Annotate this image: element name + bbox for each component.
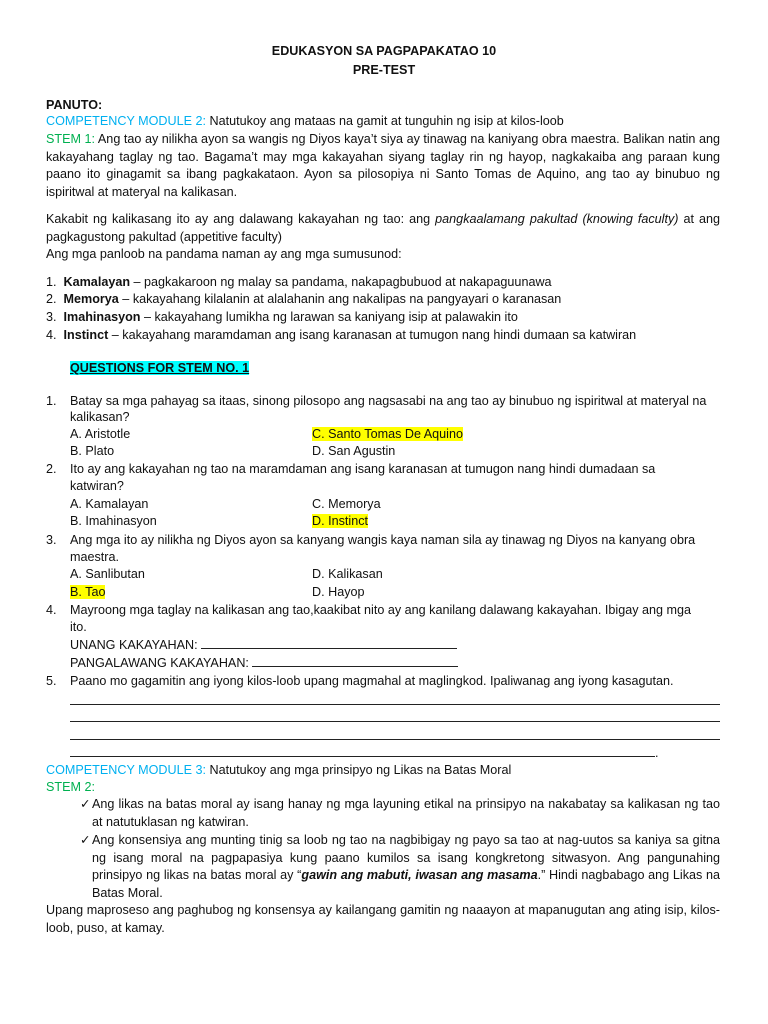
faculty-paragraph [46, 211, 720, 246]
faculty-text-b: at ang pagkagustong pakultad (appetitive faculty) [46, 212, 720, 244]
list-item [46, 309, 518, 327]
highlighted-answer: B. Tao [70, 585, 106, 599]
choice-b: B. Imahinasyon [70, 514, 157, 528]
answer-line[interactable] [70, 704, 720, 705]
question-number: 3. [46, 533, 57, 547]
choice-d: D. Hayop [312, 585, 365, 599]
first-ability-blank [70, 637, 457, 655]
bullet-2-text [92, 832, 720, 902]
period-mark: . [655, 746, 659, 760]
highlighted-answer: D. Instinct [312, 514, 368, 528]
competency-module-2 [46, 113, 564, 131]
list-desc: – kakayahang kilalanin at alalahanin ang nakalipas na pangyayari o karanasan [118, 292, 562, 306]
answer-line[interactable] [70, 721, 720, 722]
checkmark-icon: ✓ [80, 833, 91, 847]
question-5-text: Paano mo gagamitin ang iyong kilos-loob upang magmahal at maglingkod. Ipaliwanag ang iyong kasagutan. [70, 674, 674, 688]
list-desc: – kakayahang lumikha ng larawan sa kaniyang isip at palawakin ito [140, 310, 518, 324]
bullet-2-text-a: Ang konsensiya ang munting tinig sa loob ng tao na nagbibigay ng payo sa tao at nag-uutos sa kaniya sa gitna ng isang moral na pagpapasiya kung paano kumilos sa isang kongkretong sitwasyon. Ang pangunahing prinsipyo ng likas na batas moral ay “ [92, 833, 720, 882]
faculty-text-italic: pangkaalamang pakultad (knowing faculty) [435, 212, 679, 226]
choice-a: A. Aristotle [70, 427, 131, 441]
module-3-text: Natutukoy ang mga prinsipyo ng Likas na Batas Moral [206, 763, 512, 777]
question-number: 1. [46, 394, 57, 408]
question-1-text: Batay sa mga pahayag sa itaas, sinong pilosopo ang nagsasabi na ang tao ay binubuo ng ispiritwal at materyal na [70, 394, 707, 408]
document-title: EDUKASYON SA PAGPAPAKATAO 10 [271, 44, 497, 58]
first-ability-label: UNANG KAKAYAHAN: [70, 638, 202, 652]
choice-b: B. Plato [70, 444, 115, 458]
list-item [46, 274, 552, 292]
bullet-1-text: Ang likas na batas moral ay isang hanay ng mga layuning etikal na prinsipyo na nakabatay sa kalikasan ng tao at natutuklasan ng katwiran. [92, 797, 720, 829]
choice-c [312, 426, 463, 444]
answer-line[interactable] [70, 739, 720, 740]
question-4-text-cont: ito. [70, 620, 87, 634]
question-2-text-cont: katwiran? [70, 479, 124, 493]
choice-d [312, 513, 368, 531]
instructions-heading: PANUTO: [46, 98, 103, 112]
answer-line[interactable] [252, 655, 458, 667]
highlighted-answer: C. Santo Tomas De Aquino [312, 427, 463, 441]
list-term: Instinct [63, 328, 109, 342]
choice-c: D. Kalikasan [312, 567, 383, 581]
stem-1-text: Ang tao ay nilikha ayon sa wangis ng Diyos kaya’t siya ay tinawag na kaniyang obra maestra. Balikan natin ang kakayahang taglay ng tao. Bagama’t may mga kakayahan siyang taglay rin ng hayop, nagkakaiba ang paraan kung paano ito ginagamit sa ibang pagkakataon. Ayon sa pilosopiya ni Santo Tomas de Aquino, ang tao ay binubuo ng ispiritwal at materyal na kalikasan. [46, 132, 720, 199]
module-3-label: COMPETENCY MODULE 3: [46, 763, 207, 777]
list-number: 3. [46, 310, 57, 324]
second-ability-label: PANGALAWANG KAKAYAHAN: [70, 656, 253, 670]
choice-c: C. Memorya [312, 497, 381, 511]
list-desc: – kakayahang maramdaman ang isang karanasan at tumugon nang hindi dumaan sa katwiran [108, 328, 637, 342]
closing-paragraph: Upang maproseso ang paghubog ng konsensya ay kailangang gamitin ng naaayon at mapanugutan ang ating isip, kilos-loob, puso, at kamay. [46, 903, 720, 935]
choice-a: A. Sanlibutan [70, 567, 145, 581]
checkmark-icon: ✓ [80, 797, 91, 811]
stem-1-label: STEM 1: [46, 132, 96, 146]
question-3-text-cont: maestra. [70, 550, 119, 564]
question-2-text: Ito ay ang kakayahan ng tao na maramdaman ang isang karanasan at tumugon nang hindi dumadaan sa [70, 462, 656, 476]
list-term: Kamalayan [63, 275, 131, 289]
questions-header [70, 360, 249, 378]
list-term: Imahinasyon [63, 310, 141, 324]
answer-line[interactable] [70, 756, 655, 757]
stem-1-paragraph [46, 131, 720, 201]
stem-2-label: STEM 2: [46, 780, 95, 794]
question-number: 4. [46, 603, 57, 617]
bullet-2-italic: gawin ang mabuti, iwasan ang masama [301, 868, 538, 882]
list-item [46, 327, 636, 345]
answer-line[interactable] [201, 637, 457, 649]
document-subtitle: PRE-TEST [352, 63, 416, 77]
list-item [46, 291, 561, 309]
choice-d: D. San Agustin [312, 444, 396, 458]
internal-senses-intro: Ang mga panloob na pandama naman ay ang mga sumusunod: [46, 247, 402, 261]
faculty-text-a: Kakabit ng kalikasang ito ay ang dalawang kakayahan ng tao: ang [46, 212, 436, 226]
bullet-2-text-b: .” Hindi nagbabago ang Likas na Batas Moral. [92, 868, 721, 900]
list-number: 2. [46, 292, 57, 306]
list-desc: – pagkakaroon ng malay sa pandama, nakapagbubuod at nakapaguunawa [130, 275, 552, 289]
second-ability-blank [70, 655, 458, 673]
list-number: 1. [46, 275, 57, 289]
question-number: 5. [46, 674, 57, 688]
choice-a: A. Kamalayan [70, 497, 149, 511]
list-number: 4. [46, 328, 57, 342]
competency-module-3 [46, 762, 511, 780]
choice-b [70, 584, 105, 602]
module-2-text: Natutukoy ang mataas na gamit at tunguhin ng isip at kilos-loob [206, 114, 564, 128]
question-1-text-cont: kalikasan? [70, 410, 130, 424]
list-term: Memorya [63, 292, 119, 306]
questions-header-text: QUESTIONS FOR STEM NO. 1 [70, 361, 250, 375]
question-4-text: Mayroong mga taglay na kalikasan ang tao,kaakibat nito ay ang kanilang dalawang kakayahan. Ibigay ang mga [70, 603, 692, 617]
module-2-label: COMPETENCY MODULE 2: [46, 114, 207, 128]
question-3-text: Ang mga ito ay nilikha ng Diyos ayon sa kanyang wangis kaya naman sila ay tinawag ng Diyos na kanyang obra [70, 533, 696, 547]
question-number: 2. [46, 462, 57, 476]
